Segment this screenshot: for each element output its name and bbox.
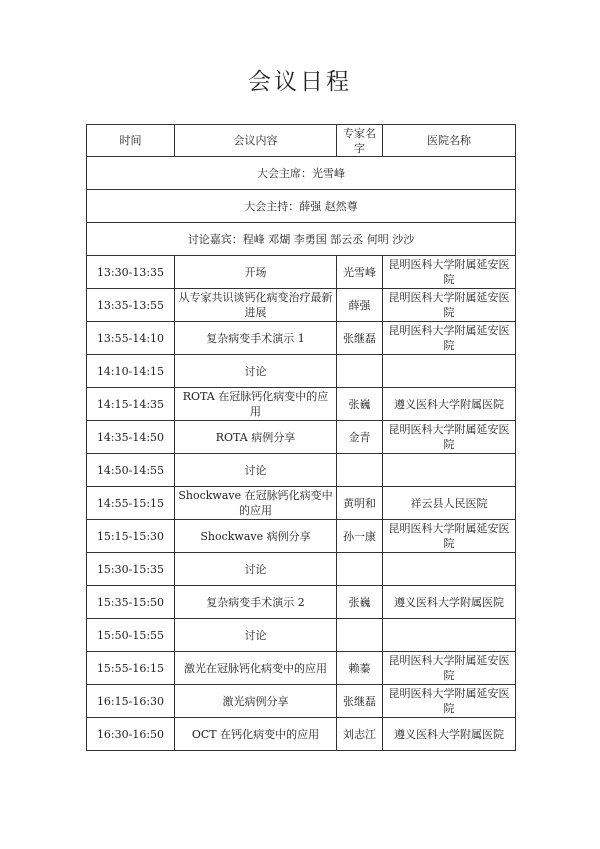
session-hospital: 昆明医科大学附属延安医院 bbox=[383, 520, 516, 553]
session-hospital bbox=[383, 355, 516, 388]
session-hospital bbox=[383, 553, 516, 586]
session-time: 15:50-15:55 bbox=[87, 619, 175, 652]
header-time: 时间 bbox=[87, 125, 175, 157]
session-hospital: 昆明医科大学附属延安医院 bbox=[383, 322, 516, 355]
session-hospital: 遵义医科大学附属医院 bbox=[383, 586, 516, 619]
session-time: 14:50-14:55 bbox=[87, 454, 175, 487]
session-content: 复杂病变手术演示 2 bbox=[175, 586, 337, 619]
session-content: Shockwave 在冠脉钙化病变中的应用 bbox=[175, 487, 337, 520]
session-time: 13:55-14:10 bbox=[87, 322, 175, 355]
session-row bbox=[87, 388, 516, 421]
session-expert: 黄明和 bbox=[337, 487, 383, 520]
session-time: 13:30-13:35 bbox=[87, 256, 175, 289]
session-content: 讨论 bbox=[175, 553, 337, 586]
session-hospital: 遵义医科大学附属医院 bbox=[383, 388, 516, 421]
session-expert: 张继磊 bbox=[337, 322, 383, 355]
header-expert: 专家名字 bbox=[337, 125, 383, 157]
session-row bbox=[87, 718, 516, 751]
session-expert bbox=[337, 553, 383, 586]
session-row bbox=[87, 355, 516, 388]
host-cell: 大会主持：薛强 赵然尊 bbox=[87, 190, 516, 223]
session-content: OCT 在钙化病变中的应用 bbox=[175, 718, 337, 751]
session-hospital: 遵义医科大学附属医院 bbox=[383, 718, 516, 751]
guests-row bbox=[87, 223, 516, 256]
session-row bbox=[87, 421, 516, 454]
session-content: 讨论 bbox=[175, 619, 337, 652]
session-row bbox=[87, 619, 516, 652]
session-hospital bbox=[383, 619, 516, 652]
session-content: 复杂病变手术演示 1 bbox=[175, 322, 337, 355]
session-time: 15:55-16:15 bbox=[87, 652, 175, 685]
session-time: 16:30-16:50 bbox=[87, 718, 175, 751]
session-expert bbox=[337, 454, 383, 487]
session-expert: 金青 bbox=[337, 421, 383, 454]
schedule-table bbox=[86, 124, 516, 751]
session-content: 开场 bbox=[175, 256, 337, 289]
session-row bbox=[87, 586, 516, 619]
session-row bbox=[87, 289, 516, 322]
session-expert bbox=[337, 355, 383, 388]
session-row bbox=[87, 652, 516, 685]
session-expert: 赖蓁 bbox=[337, 652, 383, 685]
session-time: 14:35-14:50 bbox=[87, 421, 175, 454]
session-content: 讨论 bbox=[175, 454, 337, 487]
chair-cell: 大会主席：光雪峰 bbox=[87, 157, 516, 190]
session-content: Shockwave 病例分享 bbox=[175, 520, 337, 553]
session-row bbox=[87, 553, 516, 586]
session-time: 13:35-13:55 bbox=[87, 289, 175, 322]
session-expert: 刘志江 bbox=[337, 718, 383, 751]
header-row bbox=[87, 125, 516, 157]
guests-cell: 讨论嘉宾：程峰 邓煳 李勇国 郜云丞 何明 沙沙 bbox=[87, 223, 516, 256]
session-time: 16:15-16:30 bbox=[87, 685, 175, 718]
page-title: 会议日程 bbox=[248, 69, 352, 95]
session-hospital: 昆明医科大学附属延安医院 bbox=[383, 256, 516, 289]
session-expert: 薛强 bbox=[337, 289, 383, 322]
session-time: 15:30-15:35 bbox=[87, 553, 175, 586]
session-content: 激光在冠脉钙化病变中的应用 bbox=[175, 652, 337, 685]
session-content: ROTA 在冠脉钙化病变中的应用 bbox=[175, 388, 337, 421]
session-row bbox=[87, 520, 516, 553]
session-content: ROTA 病例分享 bbox=[175, 421, 337, 454]
header-content: 会议内容 bbox=[175, 125, 337, 157]
session-row bbox=[87, 454, 516, 487]
session-hospital bbox=[383, 454, 516, 487]
session-content: 激光病例分享 bbox=[175, 685, 337, 718]
session-expert: 张继磊 bbox=[337, 685, 383, 718]
session-row bbox=[87, 487, 516, 520]
session-hospital: 祥云县人民医院 bbox=[383, 487, 516, 520]
session-hospital: 昆明医科大学附属延安医院 bbox=[383, 652, 516, 685]
session-expert: 光雪峰 bbox=[337, 256, 383, 289]
session-time: 14:55-15:15 bbox=[87, 487, 175, 520]
session-content: 讨论 bbox=[175, 355, 337, 388]
host-row bbox=[87, 190, 516, 223]
session-row bbox=[87, 322, 516, 355]
session-hospital: 昆明医科大学附属延安医院 bbox=[383, 421, 516, 454]
session-time: 15:35-15:50 bbox=[87, 586, 175, 619]
header-hospital: 医院名称 bbox=[383, 125, 516, 157]
session-expert: 张巍 bbox=[337, 586, 383, 619]
session-expert: 张巍 bbox=[337, 388, 383, 421]
session-expert: 孙一康 bbox=[337, 520, 383, 553]
session-time: 14:10-14:15 bbox=[87, 355, 175, 388]
session-hospital: 昆明医科大学附属延安医院 bbox=[383, 289, 516, 322]
session-expert bbox=[337, 619, 383, 652]
session-content: 从专家共识谈钙化病变治疗最新进展 bbox=[175, 289, 337, 322]
session-row bbox=[87, 256, 516, 289]
chair-row bbox=[87, 157, 516, 190]
session-time: 15:15-15:30 bbox=[87, 520, 175, 553]
session-hospital: 昆明医科大学附属延安医院 bbox=[383, 685, 516, 718]
session-time: 14:15-14:35 bbox=[87, 388, 175, 421]
session-row bbox=[87, 685, 516, 718]
